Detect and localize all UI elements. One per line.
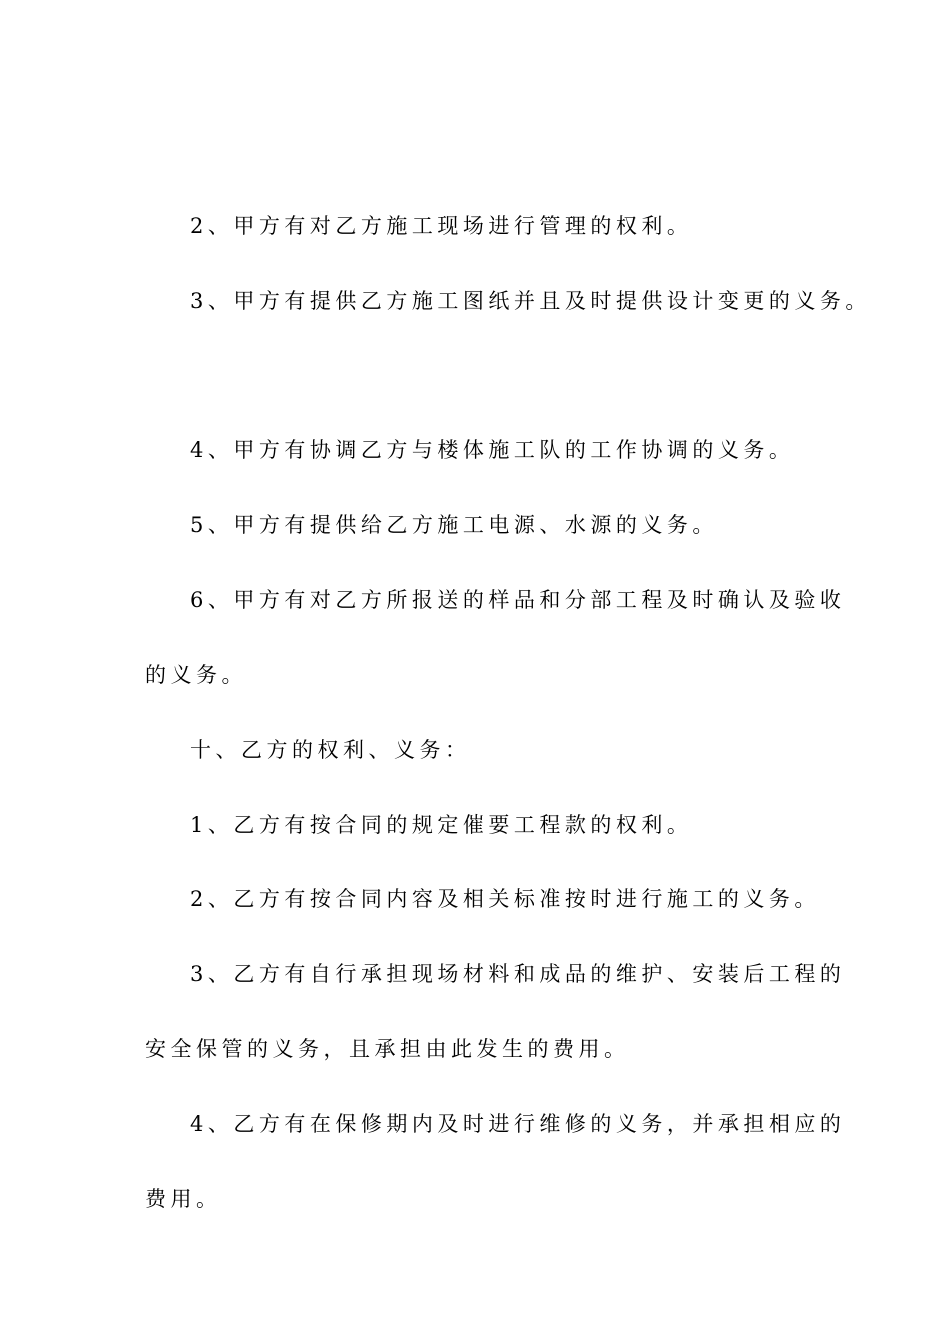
clause-a-2: 2、甲方有对乙方施工现场进行管理的权利。 bbox=[190, 214, 693, 238]
clause-b-4-continued: 费用。 bbox=[145, 1187, 222, 1211]
clause-a-6: 6、甲方有对乙方所报送的样品和分部工程及时确认及验收 bbox=[190, 588, 846, 612]
clause-a-6-continued: 的义务。 bbox=[145, 663, 247, 687]
clause-a-3: 3、甲方有提供乙方施工图纸并且及时提供设计变更的义务。 bbox=[190, 289, 871, 313]
clause-a-4: 4、甲方有协调乙方与楼体施工队的工作协调的义务。 bbox=[190, 438, 795, 462]
clause-a-5: 5、甲方有提供给乙方施工电源、水源的义务。 bbox=[190, 513, 718, 537]
section-heading: 十、乙方的权利、义务： bbox=[190, 738, 471, 762]
clause-b-2: 2、乙方有按合同内容及相关标准按时进行施工的义务。 bbox=[190, 887, 820, 911]
clause-b-4: 4、乙方有在保修期内及时进行维修的义务，并承担相应的 bbox=[190, 1112, 846, 1136]
clause-b-3: 3、乙方有自行承担现场材料和成品的维护、安装后工程的 bbox=[190, 962, 846, 986]
clause-b-1: 1、乙方有按合同的规定催要工程款的权利。 bbox=[190, 813, 693, 837]
clause-b-3-continued: 安全保管的义务，且承担由此发生的费用。 bbox=[145, 1037, 630, 1061]
